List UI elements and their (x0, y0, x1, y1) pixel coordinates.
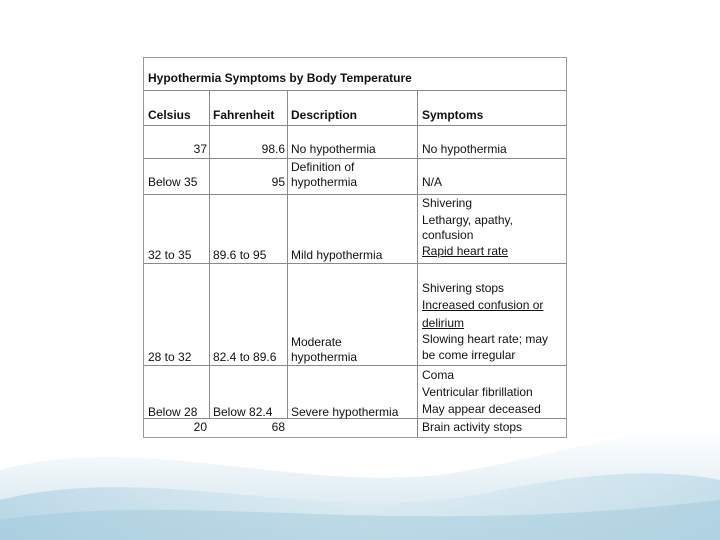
row6-celsius: 20 (193, 420, 207, 434)
row5-symptom: Ventricular fibrillation (422, 385, 533, 399)
row4-symptom: be come irregular (422, 348, 516, 362)
header-celsius: Celsius (148, 108, 191, 122)
row4-symptom: Increased confusion or (422, 298, 544, 312)
row-divider (144, 194, 566, 195)
row4-symptom: Slowing heart rate; may (422, 332, 549, 346)
row4-description-line: Moderate (291, 335, 342, 349)
row3-description: Mild hypothermia (291, 248, 383, 262)
row2-fahrenheit: 95 (271, 175, 285, 189)
row5-symptom: May appear deceased (422, 402, 541, 416)
column-divider (209, 90, 210, 418)
row3-symptom: Shivering (422, 196, 473, 210)
row2-celsius: Below 35 (148, 175, 198, 189)
row4-symptom: Shivering stops (422, 281, 505, 295)
row1-celsius: 37 (193, 142, 207, 156)
row2-symptom: N/A (422, 175, 443, 189)
row5-description: Severe hypothermia (291, 405, 399, 419)
header-description: Description (291, 108, 358, 122)
row5-symptom: Coma (422, 368, 455, 382)
row-divider (144, 90, 566, 91)
row1-description: No hypothermia (291, 142, 376, 156)
row3-symptom: confusion (422, 228, 474, 242)
header-symptoms: Symptoms (422, 108, 484, 122)
row3-celsius: 32 to 35 (148, 248, 192, 262)
row-divider (144, 365, 566, 366)
row2-description-line: Definition of (291, 160, 355, 174)
row1-fahrenheit: 98.6 (261, 142, 285, 156)
row4-symptom: delirium (422, 316, 465, 330)
row-divider (144, 158, 566, 159)
row3-symptom: Rapid heart rate (422, 244, 509, 258)
table-title: Hypothermia Symptoms by Body Temperature (148, 71, 412, 85)
row3-symptom: Lethargy, apathy, (422, 213, 513, 227)
row6-fahrenheit: 68 (271, 420, 285, 434)
column-divider (417, 90, 418, 437)
row4-fahrenheit: 82.4 to 89.6 (213, 350, 277, 364)
row5-celsius: Below 28 (148, 405, 198, 419)
header-fahrenheit: Fahrenheit (213, 108, 275, 122)
row4-celsius: 28 to 32 (148, 350, 192, 364)
row-divider (144, 263, 566, 264)
row1-symptom: No hypothermia (422, 142, 507, 156)
row2-description-line: hypothermia (291, 175, 358, 189)
row-divider (144, 125, 566, 126)
row6-symptom: Brain activity stops (422, 420, 523, 434)
row4-description-line: hypothermia (291, 350, 358, 364)
column-divider (287, 90, 288, 418)
row5-fahrenheit: Below 82.4 (213, 405, 273, 419)
row3-fahrenheit: 89.6 to 95 (213, 248, 267, 262)
hypothermia-table (143, 57, 567, 438)
